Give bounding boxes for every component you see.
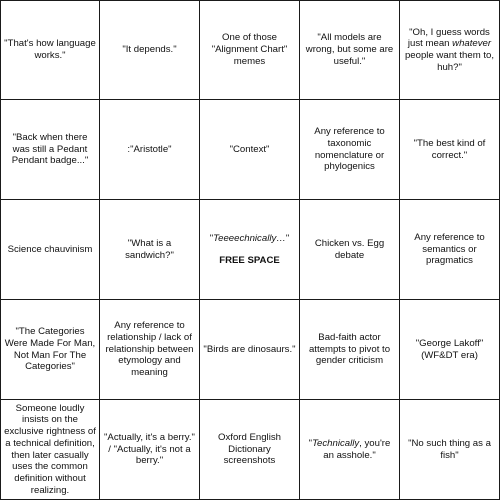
bingo-cell (300, 400, 400, 500)
cell-text (103, 320, 196, 379)
cell-text-segment: Someone loudly insists on the exclusive rightness of a technical definition, then later casually uses the common definition without realizing. (4, 402, 96, 496)
cell-text-segment: " (285, 232, 290, 244)
cell-text (103, 238, 196, 261)
cell-text (203, 432, 296, 467)
bingo-cell (100, 300, 200, 400)
cell-text (230, 144, 270, 156)
bingo-cell (100, 200, 200, 300)
cell-text-segment: Science chauvinism (7, 243, 93, 255)
cell-text (303, 332, 396, 367)
cell-text-segment: , you're an asshole." (323, 437, 391, 461)
bingo-cell (100, 400, 200, 500)
cell-text-segment: "What is a sandwich?" (125, 237, 174, 261)
cell-text-segment: "Context" (229, 143, 270, 155)
bingo-cell (200, 0, 300, 100)
cell-text (4, 326, 96, 373)
cell-text-segment: Bad-faith actor attempts to pivot to gender criticism (308, 331, 391, 367)
cell-text-segment: "George Lakoff" (WF&DT era) (415, 337, 484, 361)
cell-text-segment: "That's how language works." (4, 38, 96, 61)
cell-text (4, 132, 96, 167)
cell-text (122, 44, 176, 56)
cell-text-italic: Technically (312, 437, 360, 449)
cell-text (303, 32, 396, 67)
cell-text (403, 338, 496, 361)
bingo-cell (300, 300, 400, 400)
cell-text-segment: "All models are wrong, but some are useful." (305, 32, 394, 67)
cell-text (403, 438, 496, 461)
bingo-cell (0, 100, 100, 200)
bingo-cell (100, 100, 200, 200)
cell-text-segment: One of those "Alignment Chart" memes (211, 32, 288, 67)
bingo-cell (400, 0, 500, 100)
cell-text-segment: "Actually, it's a berry." / "Actually, it's not a berry." (104, 431, 195, 467)
bingo-cell (300, 100, 400, 200)
cell-text (203, 344, 295, 356)
cell-text-segment: Chicken vs. Egg debate (314, 237, 385, 261)
cell-text (403, 138, 496, 161)
free-space-cell (200, 200, 300, 300)
cell-text (103, 432, 196, 467)
cell-text (4, 403, 96, 497)
bingo-cell (400, 200, 500, 300)
cell-text (127, 144, 171, 156)
cell-text-segment: "The Categories Were Made For Man, Not Man For The Categories" (4, 326, 96, 373)
bingo-cell (400, 100, 500, 200)
cell-text-segment: :"Aristotle" (127, 143, 172, 155)
bingo-cell (300, 0, 400, 100)
cell-text (403, 232, 496, 267)
bingo-cell (0, 400, 100, 500)
cell-text (203, 32, 296, 67)
cell-text-segment: "The best kind of correct." (413, 137, 486, 161)
cell-text-italic: Teeeechnically… (213, 232, 286, 244)
cell-text-italic: whatever (452, 38, 492, 50)
cell-text (303, 126, 396, 173)
bingo-cell (200, 300, 300, 400)
bingo-cell (0, 300, 100, 400)
cell-text (210, 233, 290, 245)
cell-text-segment: Oxford English Dictionary screenshots (218, 431, 281, 467)
cell-text (303, 438, 396, 461)
cell-text-segment: Any reference to relationship / lack of relationship between etymology and meaning (105, 320, 194, 379)
cell-text-segment: "Back when there was still a Pedant Pendant badge..." (11, 131, 89, 167)
cell-text-segment: "No such thing as a fish" (408, 437, 491, 461)
bingo-cell (0, 200, 100, 300)
cell-text (8, 244, 93, 256)
cell-text-segment: " (209, 232, 214, 244)
bingo-cell (300, 200, 400, 300)
cell-text-segment: Any reference to taxonomic nomenclature or phylogenics (314, 126, 385, 173)
cell-text-segment: "It depends." (122, 44, 177, 56)
cell-text-segment: people want them to, huh?" (404, 50, 495, 73)
bingo-cell (200, 100, 300, 200)
cell-text (4, 38, 96, 61)
bingo-cell (200, 400, 300, 500)
free-space-label: FREE SPACE (219, 254, 280, 266)
bingo-cell (400, 300, 500, 400)
cell-text-segment: Any reference to semantics or pragmatics (414, 231, 485, 267)
cell-text (403, 27, 496, 74)
bingo-cell (100, 0, 200, 100)
bingo-cell (400, 400, 500, 500)
cell-text-segment: " (308, 437, 313, 449)
bingo-cell (0, 0, 100, 100)
cell-text-segment: "Birds are dinosaurs." (203, 343, 296, 355)
cell-text-segment: "Oh, I guess words just mean (407, 26, 490, 50)
cell-text (303, 238, 396, 261)
